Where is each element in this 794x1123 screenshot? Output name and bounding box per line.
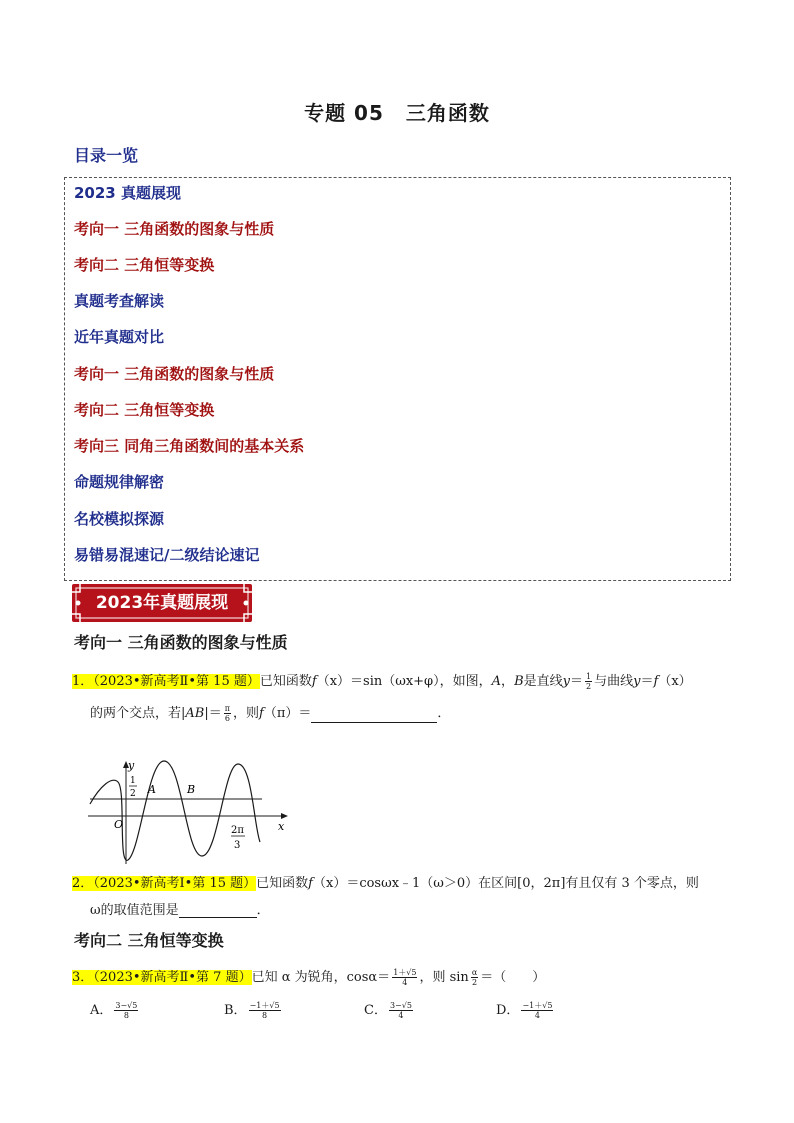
- fraction-alpha-half: [471, 968, 478, 987]
- question-source: （2023•新高考Ⅱ•第 15 题）: [93, 674, 260, 689]
- fraction-one-half: [585, 672, 592, 691]
- option-fraction: [389, 1001, 413, 1020]
- banner-title: 2023年真题展现: [95, 593, 229, 613]
- math-var: y: [633, 674, 641, 689]
- math-var: f: [259, 706, 264, 721]
- question-text: （π）＝: [263, 706, 312, 721]
- answer-blank[interactable]: [179, 903, 257, 918]
- toc-item-number: 考向二: [74, 401, 120, 419]
- question-text: 是直线: [523, 674, 563, 689]
- toc-item-2023[interactable]: [74, 182, 181, 203]
- title-topic-number: 专题 05: [304, 101, 384, 125]
- toc-item-compare-direction-3[interactable]: [74, 435, 304, 456]
- question-text: 已知 α 为锐角，cosα＝: [251, 970, 391, 985]
- section-title: 三角函数的图象与性质: [127, 633, 288, 652]
- toc-item-label: 三角函数的图象与性质: [124, 365, 275, 383]
- math-var: f: [653, 674, 659, 689]
- option-fraction: [249, 1001, 281, 1020]
- question-source: （2023•新高考Ⅰ•第 15 题）: [93, 876, 257, 891]
- question-text: 已知函数: [256, 876, 309, 891]
- section-heading-2: [74, 928, 224, 951]
- question-text: （x）＝cosωx﹣1（ω＞0）在区间[0，2π]有且仅有 3 个零点，则: [312, 876, 699, 891]
- toc-item-mock-exams[interactable]: [74, 508, 164, 529]
- tick-numerator: 2π: [231, 825, 244, 836]
- question-text: 与曲线: [594, 674, 634, 689]
- option-label: B．: [224, 1003, 247, 1018]
- fraction-denominator: 8: [262, 1011, 268, 1020]
- option-b[interactable]: [224, 999, 283, 1020]
- answer-blank[interactable]: [311, 708, 437, 723]
- toc-item-label: 三角恒等变换: [124, 401, 215, 419]
- question-number: 2．: [72, 876, 94, 891]
- section-title: 三角恒等变换: [127, 931, 224, 950]
- question-text: （x）: [658, 674, 692, 689]
- point-b-label: B: [187, 783, 196, 796]
- graph-half-numerator: 1: [130, 776, 136, 786]
- fraction-pi-over-six: [224, 704, 231, 723]
- toc-item-direction-2[interactable]: [74, 254, 214, 275]
- question-source: （2023•新高考Ⅱ•第 7 题）: [93, 970, 252, 985]
- fraction-numerator: 3−√5: [389, 1001, 412, 1010]
- fraction-denominator: 8: [123, 1011, 129, 1020]
- toc-item-direction-1[interactable]: [74, 218, 274, 239]
- point-a-label: A: [148, 783, 156, 796]
- x-axis-arrow-icon: [281, 813, 288, 819]
- toc-item-number: 考向二: [74, 256, 120, 274]
- fraction-cos-value: [392, 968, 417, 987]
- fraction-numerator: −1＋√5: [522, 1001, 553, 1010]
- fraction-denominator: 4: [398, 1011, 404, 1020]
- question-text: ，则 sin: [419, 970, 469, 985]
- question-1-line-1: [72, 670, 692, 691]
- toc-item-compare-direction-1[interactable]: [74, 363, 274, 384]
- tick-denominator: 3: [234, 840, 241, 851]
- toc-item-patterns[interactable]: [74, 471, 164, 492]
- toc-item-label: 同角三角函数间的基本关系: [124, 437, 305, 455]
- question-2-line-2: [90, 899, 270, 918]
- graph-half-denominator: 2: [130, 789, 136, 799]
- option-label: D．: [496, 1003, 520, 1018]
- option-c[interactable]: [364, 999, 415, 1020]
- toc-item-number: 考向一: [74, 220, 120, 238]
- toc-box: [64, 177, 731, 581]
- fraction-denominator: 6: [224, 714, 230, 723]
- question-2-tag: [72, 876, 256, 891]
- question-text: ，: [501, 674, 515, 689]
- question-text: ．: [437, 706, 451, 721]
- option-fraction: [114, 1001, 138, 1020]
- fraction-numerator: 1＋√5: [393, 968, 417, 977]
- question-1-tag: [72, 674, 260, 689]
- question-text: ．: [256, 903, 270, 918]
- toc-heading: 目录一览: [74, 146, 139, 165]
- origin-label: O: [114, 818, 124, 831]
- title-topic-name: 三角函数: [405, 101, 490, 125]
- question-text: |＝: [204, 706, 222, 721]
- fraction-numerator: 1: [586, 672, 592, 681]
- fraction-denominator: 4: [402, 978, 408, 987]
- x-axis-label: x: [278, 820, 285, 833]
- question-text: ω的取值范围是: [90, 903, 179, 918]
- math-var: B: [514, 674, 524, 689]
- question-text: 已知函数: [259, 674, 312, 689]
- section-heading-1: [74, 630, 288, 653]
- math-var: y: [562, 674, 570, 689]
- toc-item-analysis[interactable]: [74, 290, 164, 311]
- sine-graph: [88, 756, 298, 866]
- y-axis-label: y: [128, 759, 135, 772]
- toc-item-label: 2023 真题展现: [74, 184, 181, 202]
- question-text: ＝: [640, 674, 654, 689]
- option-label: C．: [364, 1003, 387, 1018]
- option-d[interactable]: [496, 999, 555, 1020]
- question-number: 3．: [72, 970, 94, 985]
- section-number: 考向一: [74, 633, 123, 652]
- fraction-denominator: 2: [471, 978, 478, 987]
- question-text: ，则: [233, 706, 260, 721]
- page-title: [0, 97, 794, 126]
- question-text: （x）＝sin（ωx+φ），如图，: [316, 674, 492, 689]
- fraction-denominator: 2: [586, 682, 592, 691]
- toc-item-label: 三角函数的图象与性质: [124, 220, 275, 238]
- toc-item-label: 三角恒等变换: [124, 256, 215, 274]
- option-label: A．: [90, 1003, 113, 1018]
- toc-item-quick-notes[interactable]: [74, 544, 259, 565]
- toc-item-comparison[interactable]: [74, 326, 164, 347]
- question-1-line-2: [90, 702, 450, 723]
- section-banner: [72, 584, 252, 622]
- math-var: f: [308, 876, 313, 891]
- toc-item-number: 考向一: [74, 365, 120, 383]
- fraction-numerator: α: [471, 968, 478, 977]
- question-3-tag: [72, 970, 252, 985]
- fraction-numerator: −1＋√5: [249, 1001, 280, 1010]
- toc-item-label: 易错易混速记/二级结论速记: [74, 546, 260, 564]
- question-2-line-1: [72, 872, 699, 891]
- question-text: ＝（ ）: [480, 970, 546, 985]
- toc-item-label: 命题规律解密: [74, 473, 165, 491]
- question-number: 1．: [72, 674, 94, 689]
- fraction-numerator: 3−√5: [115, 1001, 138, 1010]
- option-a[interactable]: [90, 999, 140, 1020]
- section-number: 考向二: [74, 931, 123, 950]
- math-var: A: [491, 674, 502, 689]
- fraction-numerator: π: [224, 704, 230, 713]
- question-text: ＝: [570, 674, 584, 689]
- fraction-denominator: 4: [534, 1011, 540, 1020]
- question-text: 的两个交点，若|: [90, 706, 186, 721]
- option-fraction: [521, 1001, 553, 1020]
- toc-item-number: 考向三: [74, 437, 120, 455]
- toc-item-label: 真题考查解读: [74, 292, 165, 310]
- math-var: AB: [185, 706, 205, 721]
- toc-item-compare-direction-2[interactable]: [74, 399, 214, 420]
- question-3-line-1: [72, 966, 545, 987]
- math-var: f: [311, 674, 317, 689]
- toc-item-label: 近年真题对比: [74, 328, 165, 346]
- toc-item-label: 名校模拟探源: [74, 510, 165, 528]
